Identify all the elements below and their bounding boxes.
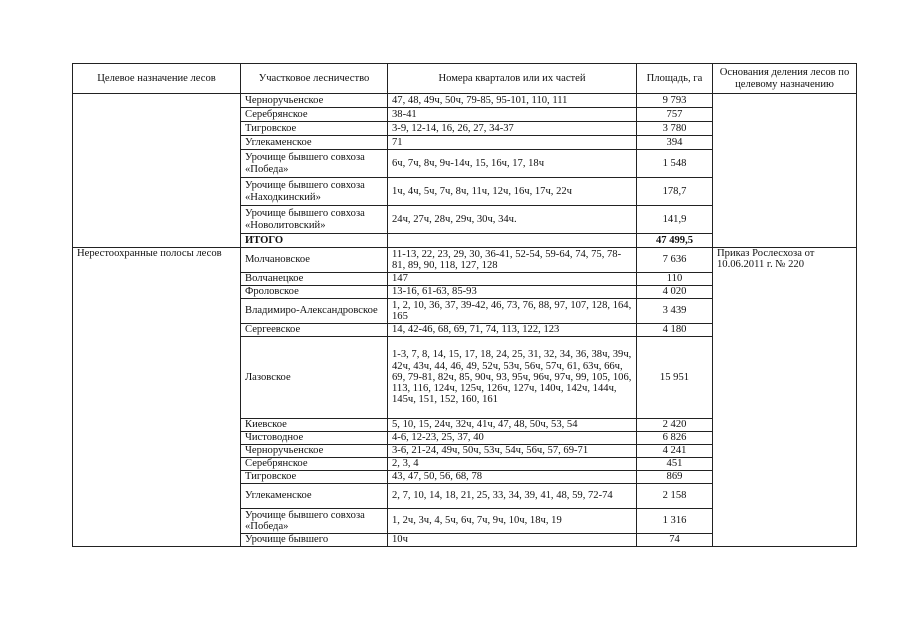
group2-purpose-cell: Нерестоохранные полосы лесов: [73, 248, 241, 547]
quarters-cell: 10ч: [388, 534, 637, 547]
district-cell: Фроловское: [241, 286, 388, 299]
table-row: [73, 94, 857, 108]
table-header-row: [73, 64, 857, 94]
quarters-cell: 1, 2, 10, 36, 37, 39-42, 46, 73, 76, 88, 97, 107, 128, 164, 165: [388, 299, 637, 324]
quarters-cell: 38-41: [388, 108, 637, 122]
quarters-cell: 4-6, 12-23, 25, 37, 40: [388, 432, 637, 445]
header-purpose: Целевое назначение лесов: [73, 64, 241, 94]
quarters-cell: 3-6, 21-24, 49ч, 50ч, 53ч, 54ч, 56ч, 57, 69-71: [388, 445, 637, 458]
area-cell: 394: [637, 136, 713, 150]
district-cell: Черноручьенское: [241, 445, 388, 458]
area-cell: 141,9: [637, 206, 713, 234]
district-cell: Молчановское: [241, 248, 388, 273]
area-cell: 1 316: [637, 509, 713, 534]
district-cell: Серебрянское: [241, 108, 388, 122]
district-cell: Владимиро-Александровское: [241, 299, 388, 324]
district-cell: Лазовское: [241, 337, 388, 419]
district-cell: Урочище бывшего совхоза «Новолитовский»: [241, 206, 388, 234]
total-area: 47 499,5: [637, 234, 713, 248]
area-cell: 6 826: [637, 432, 713, 445]
area-cell: 2 158: [637, 484, 713, 509]
quarters-cell: 11-13, 22, 23, 29, 30, 36-41, 52-54, 59-64, 74, 75, 78-81, 89, 90, 118, 127, 128: [388, 248, 637, 273]
area-cell: 1 548: [637, 150, 713, 178]
area-cell: 3 439: [637, 299, 713, 324]
area-cell: 4 180: [637, 324, 713, 337]
district-cell: Тигровское: [241, 471, 388, 484]
district-cell: Углекаменское: [241, 136, 388, 150]
district-cell: Сергеевское: [241, 324, 388, 337]
area-cell: 869: [637, 471, 713, 484]
total-quarters-cell: [388, 234, 637, 248]
area-cell: 757: [637, 108, 713, 122]
district-cell: Урочище бывшего совхоза «Победа»: [241, 150, 388, 178]
quarters-cell: 13-16, 61-63, 85-93: [388, 286, 637, 299]
area-cell: 4 020: [637, 286, 713, 299]
group1-purpose-cell: [73, 94, 241, 248]
table-row: [73, 248, 857, 273]
district-cell: Тигровское: [241, 122, 388, 136]
district-cell: Урочище бывшего совхоза «Находкинский»: [241, 178, 388, 206]
header-basis: Основания деления лесов по целевому назначению: [713, 64, 857, 94]
district-cell: Волчанецкое: [241, 273, 388, 286]
area-cell: 451: [637, 458, 713, 471]
total-label: ИТОГО: [241, 234, 388, 248]
area-cell: 3 780: [637, 122, 713, 136]
area-cell: 110: [637, 273, 713, 286]
quarters-cell: 1, 2ч, 3ч, 4, 5ч, 6ч, 7ч, 9ч, 10ч, 18ч, 19: [388, 509, 637, 534]
area-cell: 9 793: [637, 94, 713, 108]
quarters-cell: 47, 48, 49ч, 50ч, 79-85, 95-101, 110, 111: [388, 94, 637, 108]
area-cell: 4 241: [637, 445, 713, 458]
group1-basis-cell: [713, 94, 857, 248]
quarters-cell: 147: [388, 273, 637, 286]
area-cell: 178,7: [637, 178, 713, 206]
area-cell: 15 951: [637, 337, 713, 419]
area-cell: 74: [637, 534, 713, 547]
quarters-cell: 43, 47, 50, 56, 68, 78: [388, 471, 637, 484]
quarters-cell: 6ч, 7ч, 8ч, 9ч-14ч, 15, 16ч, 17, 18ч: [388, 150, 637, 178]
quarters-cell: 24ч, 27ч, 28ч, 29ч, 30ч, 34ч.: [388, 206, 637, 234]
quarters-cell: 14, 42-46, 68, 69, 71, 74, 113, 122, 123: [388, 324, 637, 337]
district-cell: Урочище бывшего: [241, 534, 388, 547]
header-area: Площадь, га: [637, 64, 713, 94]
quarters-cell: 2, 3, 4: [388, 458, 637, 471]
quarters-cell: 1-3, 7, 8, 14, 15, 17, 18, 24, 25, 31, 32, 34, 36, 38ч, 39ч, 42ч, 43ч, 44, 46, 49, 52ч, 53ч, 56ч, 57ч, 61, 63ч, 66ч, 69, 79-81, 82ч, 85, 90ч, 93, 95ч, 96ч, 97ч, 99, 105, 106, 113, 116, 124ч, 125ч, 126ч, 127ч, 140ч, 142ч, 144ч, 145ч, 151, 152, 160, 161: [388, 337, 637, 419]
district-cell: Углекаменское: [241, 484, 388, 509]
district-cell: Черноручьенское: [241, 94, 388, 108]
district-cell: Серебрянское: [241, 458, 388, 471]
quarters-cell: 5, 10, 15, 24ч, 32ч, 41ч, 47, 48, 50ч, 53, 54: [388, 419, 637, 432]
quarters-cell: 71: [388, 136, 637, 150]
group2-basis-cell: Приказ Рослесхоза от 10.06.2011 г. № 220: [713, 248, 857, 547]
area-cell: 7 636: [637, 248, 713, 273]
header-quarters: Номера кварталов или их частей: [388, 64, 637, 94]
forest-purpose-table: [72, 63, 857, 547]
district-cell: Урочище бывшего совхоза «Победа»: [241, 509, 388, 534]
area-cell: 2 420: [637, 419, 713, 432]
quarters-cell: 3-9, 12-14, 16, 26, 27, 34-37: [388, 122, 637, 136]
district-cell: Киевское: [241, 419, 388, 432]
quarters-cell: 1ч, 4ч, 5ч, 7ч, 8ч, 11ч, 12ч, 16ч, 17ч, 22ч: [388, 178, 637, 206]
header-district: Участковое лесничество: [241, 64, 388, 94]
district-cell: Чистоводное: [241, 432, 388, 445]
quarters-cell: 2, 7, 10, 14, 18, 21, 25, 33, 34, 39, 41, 48, 59, 72-74: [388, 484, 637, 509]
